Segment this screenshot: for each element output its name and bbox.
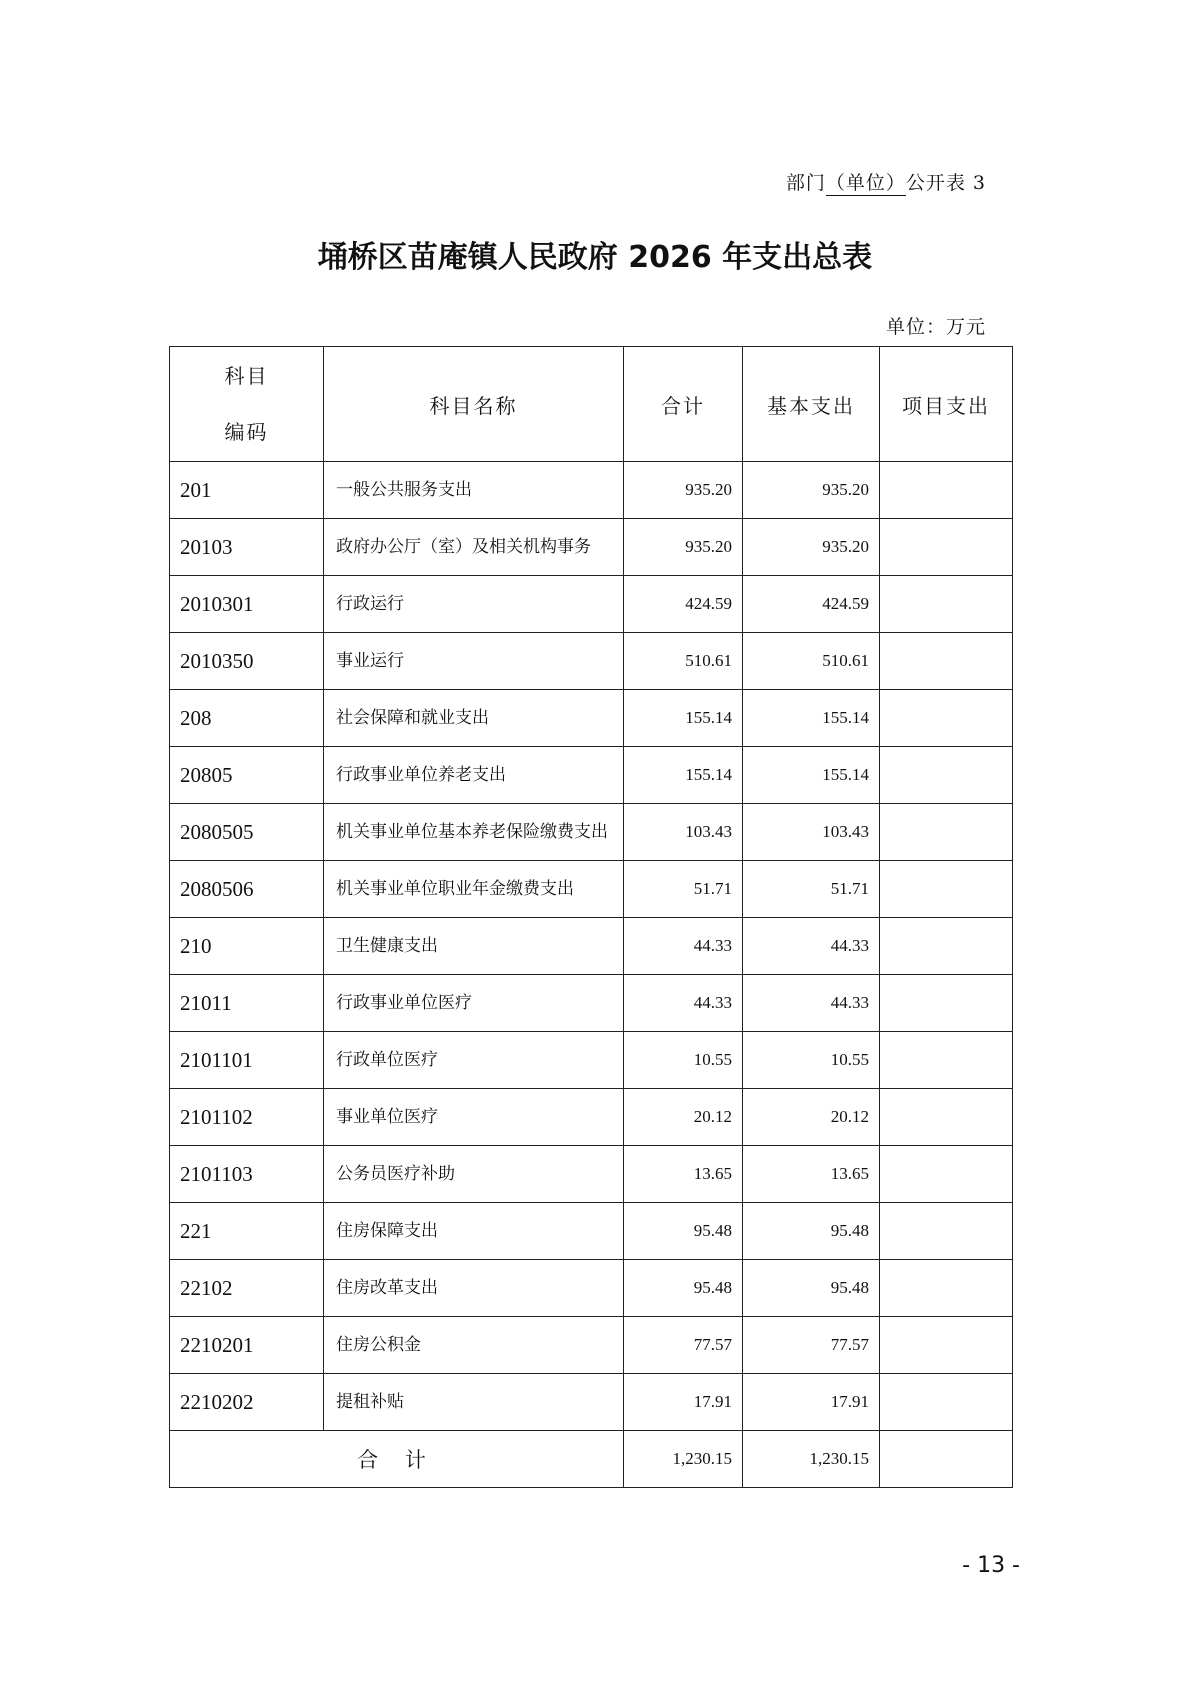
row-basic: 510.61 [743,633,880,690]
table-row [170,519,1013,576]
row-total: 155.14 [624,747,743,804]
row-total: 77.57 [624,1317,743,1374]
col-header-basic: 基本支出 [743,347,880,462]
row-name: 政府办公厅（室）及相关机构事务 [324,519,624,576]
table-row [170,633,1013,690]
row-basic: 44.33 [743,918,880,975]
table-row [170,1032,1013,1089]
row-project [880,1089,1013,1146]
row-name: 住房保障支出 [324,1203,624,1260]
row-name: 机关事业单位职业年金缴费支出 [324,861,624,918]
row-project [880,633,1013,690]
row-project [880,747,1013,804]
row-code: 2010350 [170,633,324,690]
row-code: 20805 [170,747,324,804]
form-suffix: 公开表 3 [905,172,986,194]
row-project [880,1260,1013,1317]
row-basic: 51.71 [743,861,880,918]
row-name: 提租补贴 [324,1374,624,1431]
row-basic: 424.59 [743,576,880,633]
row-total: 44.33 [624,975,743,1032]
row-project [880,1146,1013,1203]
table-row [170,462,1013,519]
row-total: 935.20 [624,519,743,576]
row-project [880,1203,1013,1260]
row-project [880,576,1013,633]
form-prefix: 部门 [785,172,826,194]
row-total: 20.12 [624,1089,743,1146]
row-name: 社会保障和就业支出 [324,690,624,747]
row-name: 事业运行 [324,633,624,690]
total-row-project [880,1431,1013,1488]
row-basic: 935.20 [743,519,880,576]
row-code: 210 [170,918,324,975]
row-name: 行政事业单位养老支出 [324,747,624,804]
row-name: 公务员医疗补助 [324,1146,624,1203]
form-identifier [786,168,986,195]
total-row-total: 1,230.15 [624,1431,743,1488]
col-header-code-top: 科目 [224,364,269,388]
row-code: 21011 [170,975,324,1032]
row-total: 103.43 [624,804,743,861]
table-row [170,1317,1013,1374]
row-code: 22102 [170,1260,324,1317]
row-code: 201 [170,462,324,519]
col-header-code-bottom: 编码 [224,420,269,444]
row-total: 13.65 [624,1146,743,1203]
col-header-code [170,347,324,462]
row-total: 424.59 [624,576,743,633]
row-name: 一般公共服务支出 [324,462,624,519]
row-name: 事业单位医疗 [324,1089,624,1146]
row-basic: 103.43 [743,804,880,861]
table-row [170,975,1013,1032]
table-row [170,1260,1013,1317]
row-name: 住房公积金 [324,1317,624,1374]
row-basic: 935.20 [743,462,880,519]
row-project [880,690,1013,747]
row-code: 2080506 [170,861,324,918]
row-project [880,1032,1013,1089]
row-code: 208 [170,690,324,747]
row-basic: 95.48 [743,1260,880,1317]
page-number: - 13 - [962,1553,1020,1578]
row-name: 行政运行 [324,576,624,633]
row-total: 17.91 [624,1374,743,1431]
header-row [170,347,1013,462]
row-basic: 10.55 [743,1032,880,1089]
row-total: 935.20 [624,462,743,519]
row-code: 2101103 [170,1146,324,1203]
table-row [170,804,1013,861]
table-row [170,918,1013,975]
row-code: 221 [170,1203,324,1260]
unit-label: 单位：万元 [885,316,986,338]
row-name: 行政单位医疗 [324,1032,624,1089]
row-basic: 77.57 [743,1317,880,1374]
row-basic: 44.33 [743,975,880,1032]
table-row [170,861,1013,918]
table-row [170,1203,1013,1260]
row-code: 2210202 [170,1374,324,1431]
page-title: 埇桥区苗庵镇人民政府 2026 年支出总表 [317,240,873,275]
table-body [170,462,1013,1431]
row-code: 20103 [170,519,324,576]
row-basic: 20.12 [743,1089,880,1146]
row-project [880,519,1013,576]
table-row [170,1146,1013,1203]
row-project [880,804,1013,861]
row-basic: 95.48 [743,1203,880,1260]
table-row [170,1089,1013,1146]
row-total: 95.48 [624,1260,743,1317]
col-header-project: 项目支出 [880,347,1013,462]
row-project [880,918,1013,975]
row-basic: 17.91 [743,1374,880,1431]
row-basic: 155.14 [743,690,880,747]
row-code: 2101101 [170,1032,324,1089]
col-header-name: 科目名称 [324,347,624,462]
table-row [170,1374,1013,1431]
row-total: 95.48 [624,1203,743,1260]
form-paren: （单位） [825,172,906,194]
row-project [880,861,1013,918]
row-basic: 13.65 [743,1146,880,1203]
row-name: 住房改革支出 [324,1260,624,1317]
row-name: 机关事业单位基本养老保险缴费支出 [324,804,624,861]
expenditure-table [169,346,1013,1488]
total-row-label: 合 计 [170,1431,624,1488]
row-project [880,462,1013,519]
col-header-total: 合计 [624,347,743,462]
row-basic: 155.14 [743,747,880,804]
row-total: 510.61 [624,633,743,690]
row-total: 51.71 [624,861,743,918]
row-total: 155.14 [624,690,743,747]
table-row [170,747,1013,804]
row-total: 10.55 [624,1032,743,1089]
total-row-basic: 1,230.15 [743,1431,880,1488]
row-name: 卫生健康支出 [324,918,624,975]
row-code: 2101102 [170,1089,324,1146]
row-code: 2010301 [170,576,324,633]
row-total: 44.33 [624,918,743,975]
row-name: 行政事业单位医疗 [324,975,624,1032]
table-row [170,690,1013,747]
row-code: 2210201 [170,1317,324,1374]
row-project [880,1374,1013,1431]
table-row [170,576,1013,633]
total-row [170,1431,1013,1488]
row-code: 2080505 [170,804,324,861]
row-project [880,975,1013,1032]
row-project [880,1317,1013,1374]
